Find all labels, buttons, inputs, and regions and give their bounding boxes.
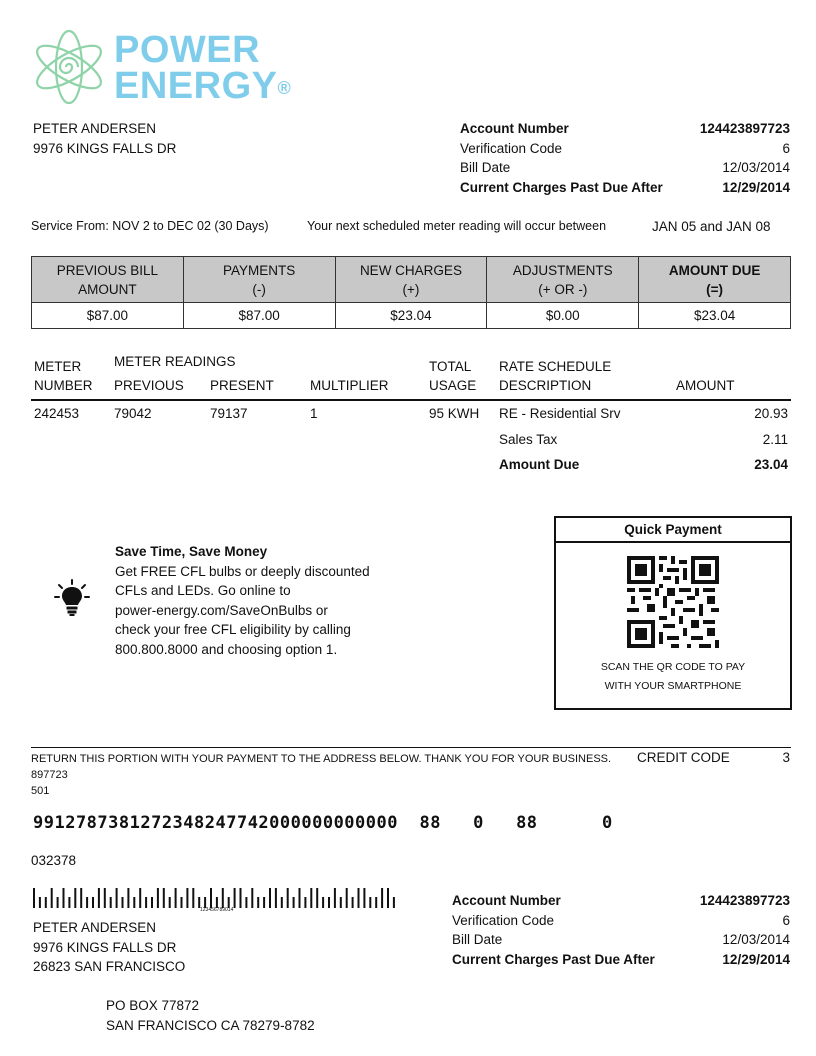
return-instructions: RETURN THIS PORTION WITH YOUR PAYMENT TO THE ADDRESS BELOW. THANK YOU FOR YOUR BUSINESS. (31, 753, 612, 765)
barcode-bar (375, 897, 377, 908)
tear-line (31, 747, 791, 748)
barcode-bar (393, 897, 395, 908)
barcode-bar (151, 897, 153, 908)
stub-customer-city: 26823 SAN FRANCISCO (33, 959, 186, 974)
barcode-bar (169, 897, 171, 908)
stub-customer-name: PETER ANDERSEN (33, 920, 157, 935)
barcode-bar (51, 888, 53, 908)
summary-value-amount-due: $23.04 (639, 303, 791, 329)
quick-payment-box (554, 516, 792, 710)
registered-mark: ® (277, 78, 292, 98)
quick-payment-line2: WITH YOUR SMARTPHONE (604, 680, 742, 692)
tip-line: CFLs and LEDs. Go online to (115, 583, 291, 598)
barcode-bar (133, 897, 135, 908)
summary-value-previous: $87.00 (32, 303, 184, 329)
meter-header-multiplier: MULTIPLIER (310, 378, 389, 393)
meter-previous: 79042 (114, 406, 152, 421)
barcode-bar (139, 888, 141, 908)
barcode-bar (269, 888, 271, 908)
barcode-bar (304, 897, 306, 908)
meter-header-readings: METER READINGS (114, 354, 236, 369)
barcode-bar (127, 888, 129, 908)
barcode-bar (234, 888, 236, 908)
barcode-bar (163, 888, 165, 908)
summary-value-payments: $87.00 (183, 303, 335, 329)
stub-code-1: 897723 (31, 769, 68, 781)
tip-line: power-energy.com/SaveOnBulbs or (115, 602, 328, 618)
summary-header-payments: PAYMENTS (-) (183, 257, 335, 303)
quick-payment-line1: SCAN THE QR CODE TO PAY (600, 661, 746, 673)
tip-line: Get FREE CFL bulbs or deeply discounted (115, 563, 370, 579)
barcode-bar (181, 897, 183, 908)
barcode-bar (80, 888, 82, 908)
bill-date-label: Bill Date (460, 160, 511, 175)
amount-due-label: Amount Due (499, 457, 580, 472)
brand-name-line2: ENERGY (114, 65, 278, 107)
meter-header-rate: RATE SCHEDULE (499, 359, 612, 374)
barcode-bar (92, 897, 94, 908)
barcode-bar (210, 888, 212, 908)
past-due-date: 12/29/2014 (722, 179, 790, 195)
barcode-bar (358, 888, 360, 908)
stub-account-info (452, 891, 790, 969)
meter-number: 242453 (34, 406, 80, 421)
meter-header-present: PRESENT (210, 378, 274, 393)
meter-header-meter: METER (34, 359, 82, 374)
barcode-bar (68, 897, 70, 908)
meter-header-number: NUMBER (34, 378, 93, 393)
barcode-bar (363, 888, 365, 908)
past-due-label: Current Charges Past Due After (460, 179, 663, 195)
barcode-bar (98, 888, 100, 908)
meter-usage: 95 KWH (429, 406, 480, 421)
barcode-bar (57, 897, 59, 908)
charge-amount-residential: 20.93 (754, 406, 788, 421)
account-number: 124423897723 (699, 121, 790, 136)
meter-header-amount: AMOUNT (676, 378, 735, 393)
charge-amount-sales-tax: 2.11 (762, 432, 788, 447)
meter-multiplier: 1 (310, 406, 318, 421)
stub-past-due-date: 12/29/2014 (722, 951, 790, 967)
meter-header-total: TOTAL (429, 359, 472, 374)
savings-tip (115, 542, 370, 659)
next-reading-dates: JAN 05 and JAN 08 (652, 219, 771, 234)
verification-code-label: Verification Code (460, 140, 563, 156)
barcode-bar (316, 888, 318, 908)
qr-code-icon[interactable] (627, 556, 719, 648)
barcode-bar (175, 888, 177, 908)
charge-desc-sales-tax: Sales Tax (499, 432, 558, 447)
stub-code-2: 501 (31, 785, 50, 797)
barcode-bar (33, 888, 35, 908)
service-period: Service From: NOV 2 to DEC 02 (30 Days) (31, 219, 269, 233)
tip-line: 800.800.8000 and choosing option 1. (115, 641, 338, 657)
barcode-bar (192, 888, 194, 908)
barcode-bar (369, 897, 371, 908)
barcode-bar (157, 888, 159, 908)
stub-bill-date: 12/03/2014 (722, 932, 790, 947)
summary-header-previous: PREVIOUS BILL AMOUNT (32, 257, 184, 303)
barcode-bar (145, 897, 147, 908)
barcode-bar (110, 897, 112, 908)
barcode-bar (381, 888, 383, 908)
stub-verification-code: 6 (782, 912, 790, 928)
barcode-bar (340, 897, 342, 908)
barcode-bar (322, 897, 324, 908)
stub-account-number-label: Account Number (452, 893, 561, 908)
meter-present: 79137 (210, 406, 248, 421)
barcode-bar (281, 897, 283, 908)
barcode-bar (45, 897, 47, 908)
tip-title: Save Time, Save Money (115, 544, 268, 559)
remit-city: SAN FRANCISCO CA 78279-8782 (106, 1017, 315, 1033)
stub-customer-address (33, 918, 185, 977)
barcode-bar (86, 897, 88, 908)
barcode-bar (222, 888, 224, 908)
credit-code-value: 3 (782, 750, 790, 765)
stub-past-due-label: Current Charges Past Due After (452, 951, 655, 967)
barcode-bar (39, 897, 41, 908)
barcode-bar (257, 897, 259, 908)
barcode-bar (310, 888, 312, 908)
barcode-bar (346, 888, 348, 908)
stub-code-3: 032378 (31, 853, 77, 868)
amount-due-value: 23.04 (754, 457, 788, 472)
barcode-bar (74, 888, 76, 908)
stub-verification-label: Verification Code (452, 912, 555, 928)
stub-account-number: 124423897723 (699, 893, 790, 908)
summary-header-adjustments: ADJUSTMENTS (+ OR -) (487, 257, 639, 303)
barcode-bar (334, 888, 336, 908)
barcode-bar (352, 897, 354, 908)
summary-header-amount-due: AMOUNT DUE (=) (639, 257, 791, 303)
customer-street: 9976 KINGS FALLS DR (33, 140, 177, 156)
barcode-bar (122, 897, 124, 908)
credit-code-label: CREDIT CODE (637, 750, 730, 765)
meter-header-desc: DESCRIPTION (499, 378, 592, 393)
barcode-bar (263, 897, 265, 908)
quick-payment-title: Quick Payment (556, 518, 790, 543)
barcode-bar (387, 888, 389, 908)
lightbulb-icon (52, 578, 92, 618)
stub-bill-date-label: Bill Date (452, 932, 503, 947)
remit-po-box: PO BOX 77872 (106, 998, 200, 1013)
barcode-caption: 123456789014 (200, 907, 234, 913)
barcode-bar (328, 897, 330, 908)
meter-header-usage: USAGE (429, 378, 477, 393)
barcode-bar (245, 897, 247, 908)
barcode-bar (293, 897, 295, 908)
brand-name-line1: POWER (114, 29, 261, 71)
barcode-bar (63, 888, 65, 908)
ocr-scan-line: 9912787381272348247742000000000000 88 0 88 0 (33, 813, 613, 833)
barcode-bar (240, 888, 242, 908)
remit-address (106, 996, 315, 1035)
meter-header-divider (31, 399, 791, 401)
account-number-label: Account Number (460, 121, 569, 136)
customer-name: PETER ANDERSEN (33, 121, 157, 136)
barcode-bar (251, 888, 253, 908)
bill-date: 12/03/2014 (722, 160, 790, 175)
barcode-bar (299, 888, 301, 908)
stub-customer-street: 9976 KINGS FALLS DR (33, 939, 177, 955)
barcode-bar (186, 888, 188, 908)
barcode-bar (116, 888, 118, 908)
summary-header-new-charges: NEW CHARGES (+) (335, 257, 487, 303)
barcode-bar (275, 888, 277, 908)
charge-desc-residential: RE - Residential Srv (499, 406, 621, 421)
barcode-bar (104, 888, 106, 908)
next-reading-text: Your next scheduled meter reading will occur between (307, 219, 607, 233)
meter-header-previous: PREVIOUS (114, 378, 184, 393)
verification-code: 6 (782, 140, 790, 156)
meter-readings-section (0, 0, 816, 480)
barcode-bar (287, 888, 289, 908)
summary-value-adjustments: $0.00 (487, 303, 639, 329)
summary-value-new-charges: $23.04 (335, 303, 487, 329)
tip-line: check your free CFL eligibility by calling (115, 622, 351, 637)
